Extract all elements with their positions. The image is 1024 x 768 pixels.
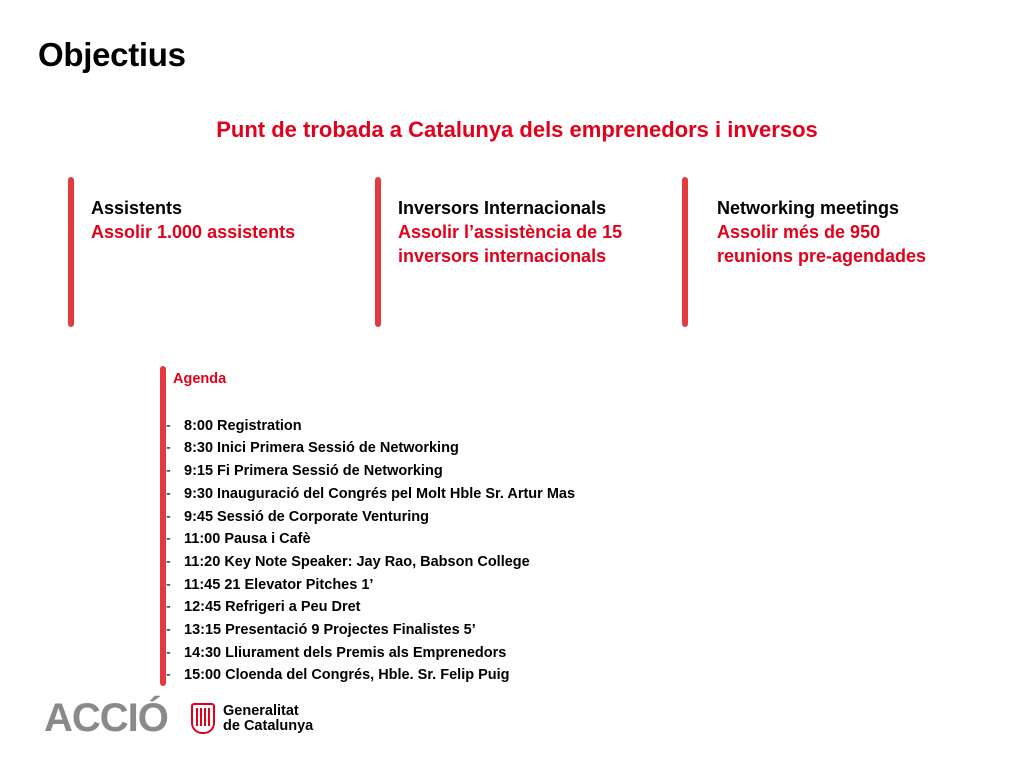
objective-divider-bar	[68, 177, 74, 327]
agenda-item-text: 15:00 Cloenda del Congrés, Hble. Sr. Felip Puig	[184, 667, 510, 684]
list-bullet: -	[166, 485, 171, 502]
agenda-item-text: 8:30 Inici Primera Sessió de Networking	[184, 440, 459, 457]
objective-divider-bar	[375, 177, 381, 327]
agenda-item	[166, 506, 693, 529]
objective-assistents	[91, 196, 295, 244]
list-bullet: -	[166, 576, 171, 593]
objective-description-line2: reunions pre-agendades	[717, 246, 927, 266]
objective-networking	[717, 196, 926, 268]
list-bullet: -	[166, 599, 171, 616]
generalitat-logo	[191, 703, 313, 734]
generalitat-logo-text	[223, 704, 313, 734]
agenda-item	[166, 551, 693, 574]
list-bullet: -	[166, 667, 171, 684]
agenda-item	[166, 437, 693, 460]
list-bullet: -	[166, 463, 171, 480]
accio-logo: ACCIÓ	[44, 696, 168, 740]
list-bullet: -	[166, 622, 171, 639]
agenda-item	[166, 664, 693, 687]
generalitat-logo-line1: Generalitat	[223, 702, 299, 719]
agenda-item	[166, 528, 693, 551]
agenda-title: Agenda	[173, 371, 227, 387]
list-bullet: -	[166, 644, 171, 661]
agenda-item-text: 11:00 Pausa i Cafè	[184, 531, 311, 548]
agenda-item	[166, 415, 693, 438]
objective-heading: Networking meetings	[717, 198, 900, 218]
objective-description-line2: inversors internacionals	[398, 246, 607, 266]
agenda-item-text: 11:20 Key Note Speaker: Jay Rao, Babson College	[184, 553, 530, 570]
agenda-item-text: 9:45 Sessió de Corporate Venturing	[184, 508, 429, 525]
page-title: Objectius	[38, 36, 186, 73]
agenda-item	[166, 642, 693, 665]
agenda-section	[166, 368, 693, 687]
objective-inversors	[398, 196, 622, 268]
agenda-item-text: 8:00 Registration	[184, 417, 302, 434]
objective-divider-bar	[682, 177, 688, 327]
list-bullet: -	[166, 553, 171, 570]
objective-description: Assolir 1.000 assistents	[91, 222, 296, 242]
agenda-item	[166, 483, 693, 506]
agenda-item-text: 12:45 Refrigeri a Peu Dret	[184, 599, 361, 616]
generalitat-emblem-icon	[191, 703, 215, 734]
objective-heading: Assistents	[91, 198, 183, 218]
objective-description: Assolir l’assistència de 15	[398, 222, 623, 242]
objective-description: Assolir més de 950	[717, 222, 881, 242]
agenda-item	[166, 619, 693, 642]
agenda-item	[166, 460, 693, 483]
list-bullet: -	[166, 531, 171, 548]
list-bullet: -	[166, 508, 171, 525]
agenda-item-text: 13:15 Presentació 9 Projectes Finalistes 5’	[184, 622, 476, 639]
agenda-item	[166, 596, 693, 619]
page-subtitle: Punt de trobada a Catalunya dels emprenedors i inversos	[216, 117, 818, 142]
agenda-item-text: 11:45 21 Elevator Pitches 1’	[184, 576, 374, 593]
generalitat-logo-line2: de Catalunya	[223, 717, 314, 734]
agenda-item	[166, 574, 693, 597]
agenda-list	[166, 415, 693, 687]
list-bullet: -	[166, 417, 171, 434]
agenda-item-text: 9:15 Fi Primera Sessió de Networking	[184, 463, 443, 480]
list-bullet: -	[166, 440, 171, 457]
agenda-item-text: 9:30 Inauguració del Congrés pel Molt Hble Sr. Artur Mas	[184, 485, 576, 502]
objective-heading: Inversors Internacionals	[398, 198, 607, 218]
agenda-item-text: 14:30 Lliurament dels Premis als Emprenedors	[184, 644, 507, 661]
